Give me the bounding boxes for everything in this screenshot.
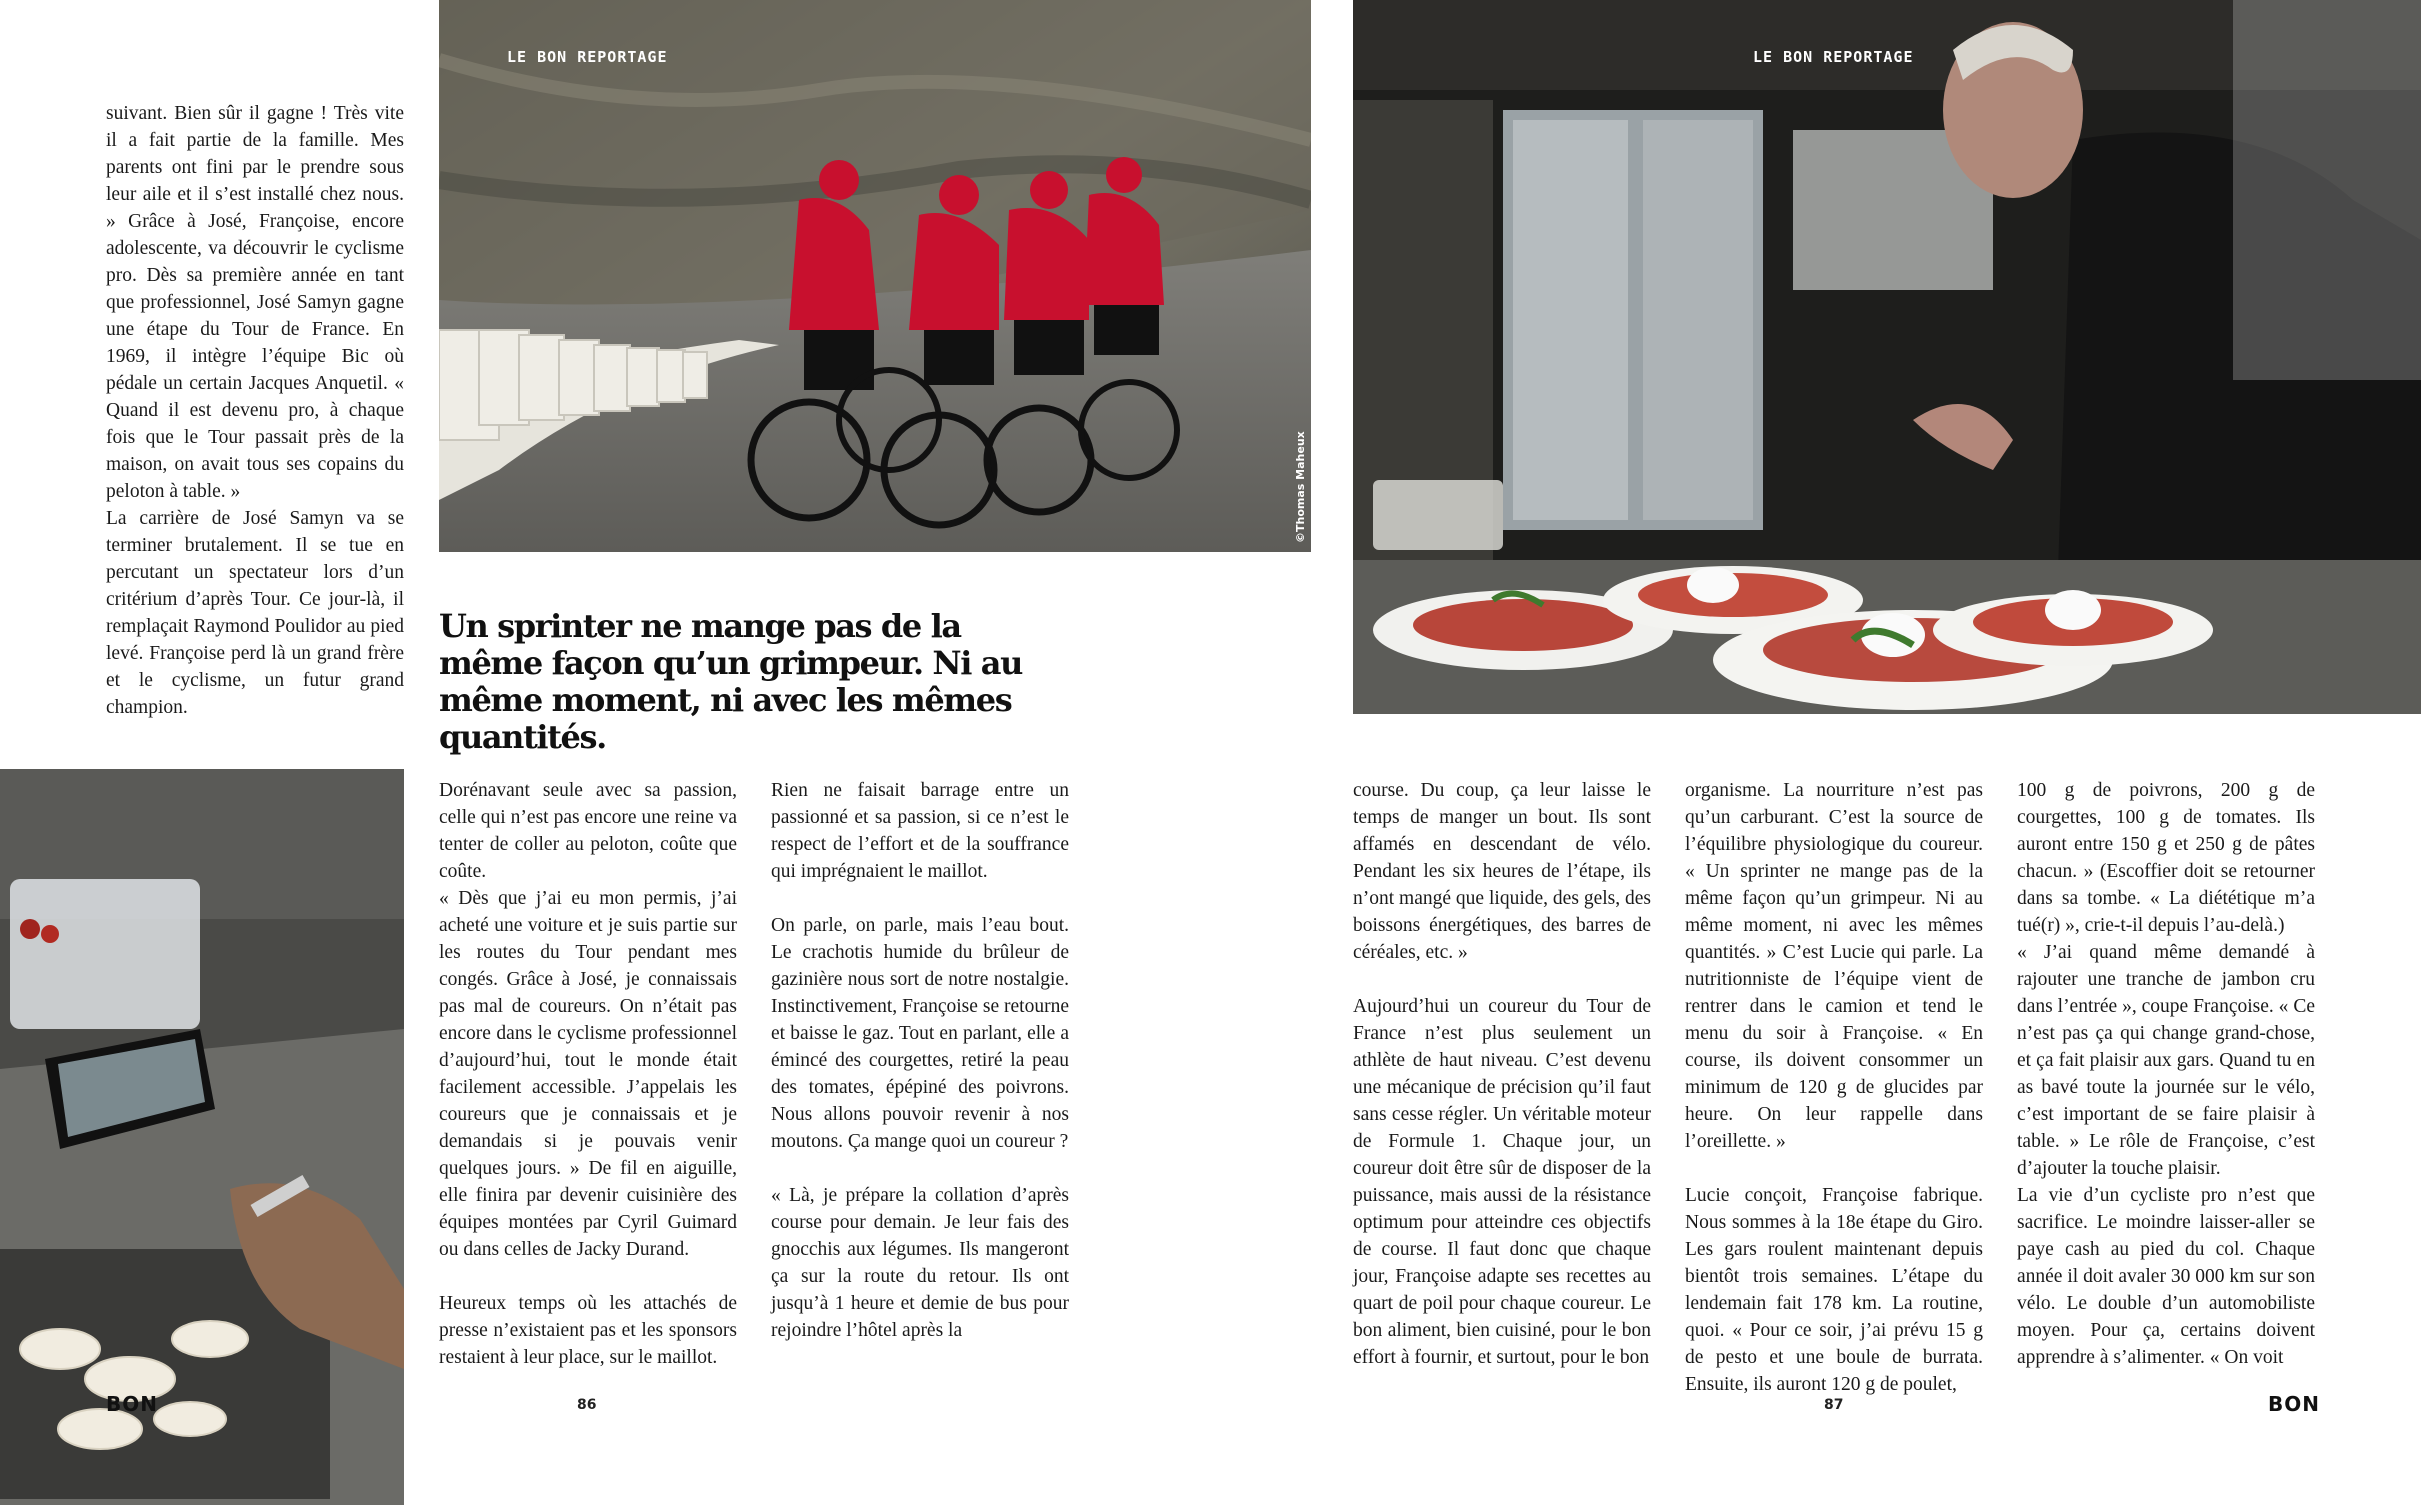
section-header: LE BON REPORTAGE	[1753, 48, 1914, 66]
article-column-1	[439, 777, 737, 1371]
chef-photo	[1353, 0, 2421, 714]
cyclists-illustration	[439, 0, 1311, 552]
paragraph: Lucie conçoit, Françoise fabrique. Nous sommes à la 18e étape du Giro. Les gars roulent maintenant depuis bientôt trois semaines. L’étape du lendemain fait 178 km. La routine, quoi. « Pour ce soir, j’ai prévu 15 g de pesto et une boule de burrata. Ensuite, ils auront 120 g de poulet,	[1685, 1185, 1983, 1395]
article-column-3	[1353, 777, 1651, 1371]
page-number-left: 86	[577, 1397, 597, 1413]
paragraph: La vie d’un cycliste pro n’est que sacrifice. Le moindre laisser-aller se paye cash au pied du col. Chaque année il doit avaler 30 000 km sur son vélo. Le double d’un automobiliste moyen. Pour ça, certains doivent apprendre à s’alimenter. « On voit	[2017, 1185, 2315, 1368]
page-number-right: 87	[1824, 1397, 1844, 1413]
kitchen-tablet-photo	[0, 769, 404, 1505]
paragraph: course. Du coup, ça leur laisse le temps de manger un bout. Ils sont affamés en descendant de vélo. Pendant les six heures de l’étape, ils n’ont mangé que liquide, des gels, des boissons énergétiques, des barres de céréales, etc. »	[1353, 780, 1651, 963]
chef-illustration	[1353, 0, 2421, 714]
paragraph: organisme. La nourriture n’est pas qu’un carburant. C’est la source de l’équilibre physiologique du coureur. « Un sprinter ne mange pas de la même façon qu’un grimpeur. Ni au même moment, ni avec les mêmes quantités. » C’est Lucie qui parle. La nutritionniste de l’équipe vient de rentrer dans le camion et tend le menu du soir à Françoise. « En course, ils doivent consommer un minimum de 120 g de glucides par heure. On leur rappelle dans l’oreillette. »	[1685, 780, 1983, 1152]
paragraph: 100 g de poivrons, 200 g de courgettes, 100 g de tomates. Ils auront entre 150 g et 250 g de pâtes chacun. » (Escoffier doit se retourner dans sa tombe. « La diététique m’a tué(r) », crie-t-il depuis l’au-delà.)	[2017, 780, 2315, 936]
paragraph: On parle, on parle, mais l’eau bout. Le crachotis humide du brûleur de gazinière nous sort de notre nostalgie. Instinctivement, Françoise se retourne et baisse le gaz. Tout en parlant, elle a émincé des courgettes, retiré la peau des tomates, épépiné des poivrons. Nous allons pouvoir revenir à nos moutons. Ça mange quoi un coureur ?	[771, 915, 1069, 1152]
kitchen-tablet-illustration	[0, 769, 404, 1505]
cyclists-photo	[439, 0, 1311, 552]
brand-logo: BON	[2268, 1392, 2320, 1416]
paragraph: Heureux temps où les attachés de presse n’existaient pas et les sponsors restaient à leur place, sur le maillot.	[439, 1293, 737, 1368]
article-column-2	[771, 777, 1069, 1344]
paragraph: Aujourd’hui un coureur du Tour de France n’est plus seulement un athlète de haut niveau. C’est devenu une mécanique de précision qu’il faut sans cesse régler. Un véritable moteur de Formule 1. Chaque jour, un coureur doit être sûr de disposer de la puissance, mais aussi de la résistance optimum pour atteindre ces objectifs de course. Il faut donc que chaque jour, Françoise adapte ses recettes au quart de poil pour chaque coureur. Le bon aliment, bien cuisiné, pour le bon effort à fournir, et surtout, pour le bon	[1353, 996, 1651, 1368]
paragraph: Dorénavant seule avec sa passion, celle qui n’est pas encore une reine va tenter de coller au peloton, coûte que coûte.	[439, 780, 737, 882]
paragraph: La carrière de José Samyn va se terminer brutalement. Il se tue en percutant un spectateur lors d’un critérium d’après Tour. Ce jour-là, il remplaçait Raymond Poulidor au pied levé. Françoise perd là un grand frère et le cyclisme, un futur grand champion.	[106, 508, 404, 718]
article-column-0	[106, 100, 404, 721]
article-column-4	[1685, 777, 1983, 1398]
article-column-5	[2017, 777, 2315, 1371]
paragraph: « Dès que j’ai eu mon permis, j’ai acheté une voiture et je suis partie sur les routes du Tour pendant mes congés. Grâce à José, je connaissais pas mal de coureurs. On n’était pas encore dans le cyclisme professionnel d’aujourd’hui, tout le monde était facilement accessible. J’appelais les coureurs que je connaissais et je demandais si je pouvais venir quelques jours. » De fil en aiguille, elle finira par devenir cuisinière des équipes montées par Cyril Guimard ou dans celles de Jacky Durand.	[439, 888, 737, 1260]
paragraph: « J’ai quand même demandé à rajouter une tranche de jambon cru dans l’entrée », coupe Françoise. « Ce n’est pas ça qui change grand-chose, et ça fait plaisir aux gars. Quand tu en as bavé toute la journée sur le vélo, c’est important de se faire plaisir à table. » Le rôle de Françoise, c’est d’ajouter la touche plaisir.	[2017, 942, 2315, 1179]
pull-quote: Un sprinter ne mange pas de la même façon qu’un grimpeur. Ni au même moment, ni avec les mêmes quantités.	[439, 607, 1022, 756]
paragraph: Rien ne faisait barrage entre un passionné et sa passion, si ce n’est le respect de l’effort et de la souffrance qui imprégnaient le maillot.	[771, 780, 1069, 882]
paragraph: « Là, je prépare la collation d’après course pour demain. Je leur fais des gnocchis aux légumes. Ils mangeront ça sur la route du retour. Ils ont jusqu’à 1 heure et demie de bus pour rejoindre l’hôtel après la	[771, 1185, 1069, 1341]
section-header: LE BON REPORTAGE	[507, 48, 668, 66]
paragraph: suivant. Bien sûr il gagne ! Très vite il a fait partie de la famille. Mes parents ont fini par le prendre sous leur aile et il s’est installé chez nous. » Grâce à José, Françoise, encore adolescente, va découvrir le cyclisme pro. Dès sa première année en tant que professionnel, José Samyn gagne une étape du Tour de France. En 1969, il intègre l’équipe Bic où pédale un certain Jacques Anquetil. « Quand il est devenu pro, à chaque fois que le Tour passait près de la maison, on avait tous ses copains du peloton à table. »	[106, 103, 404, 502]
photo-credit: ©Thomas Maheux	[1294, 431, 1307, 543]
brand-logo: BON	[106, 1392, 158, 1416]
